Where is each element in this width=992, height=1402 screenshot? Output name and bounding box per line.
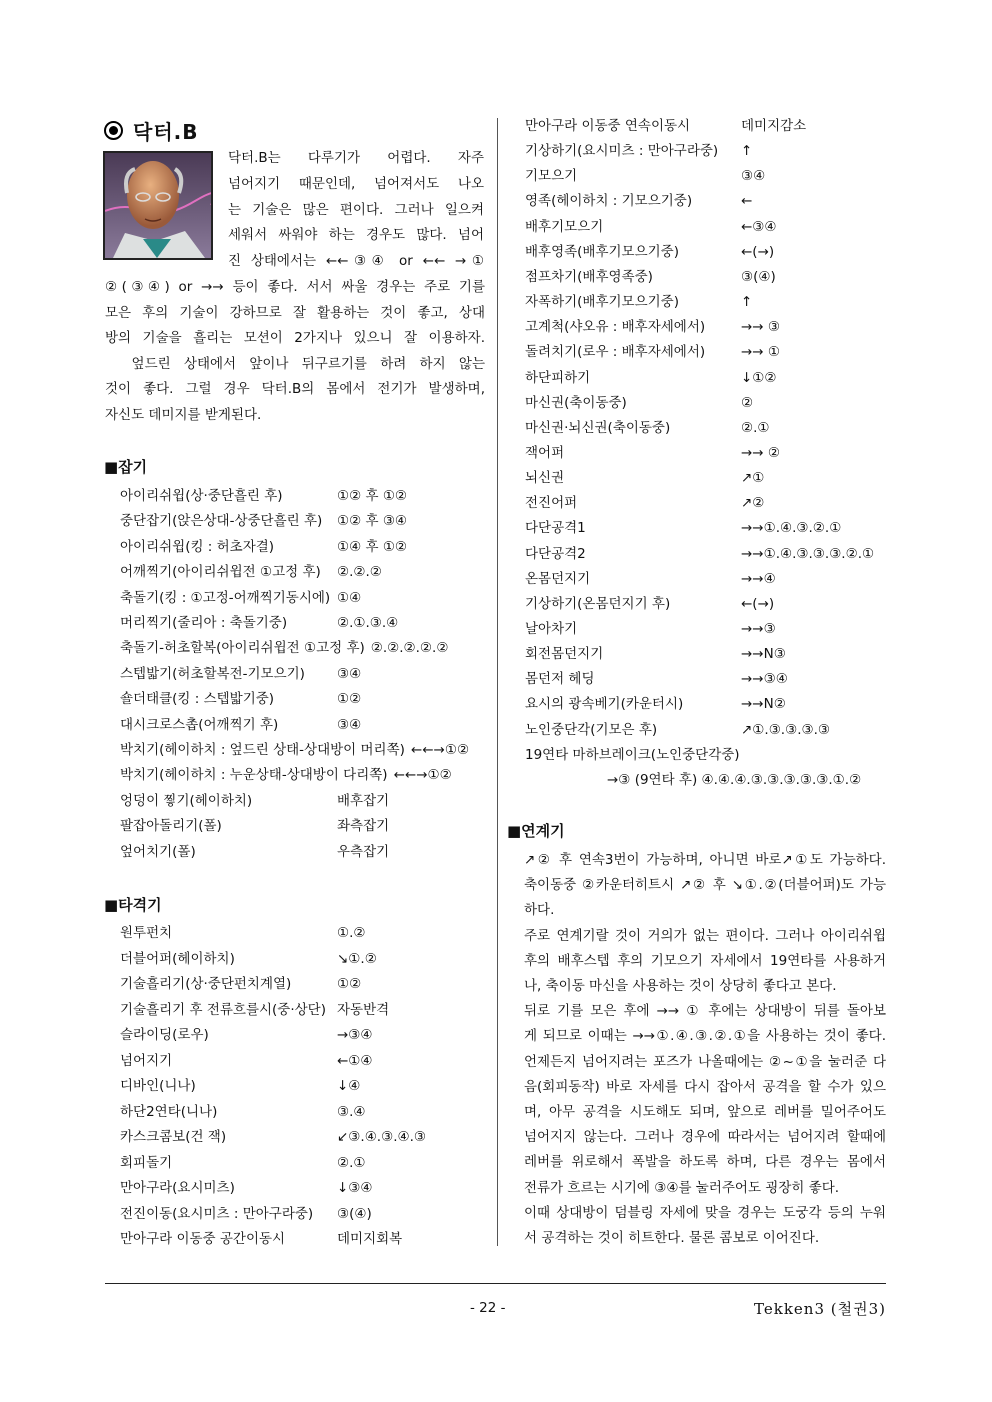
move-command: ←(→) — [741, 243, 775, 260]
move-command: ②.②.②.②.② — [370, 640, 449, 657]
move-command: →→①.④.③.②.① — [741, 520, 842, 537]
combo-line: 후의 배후스텝 후의 기모으기 자세에서 19연타를 사용하거 — [524, 952, 886, 969]
intro-line: 모은 후의 기술이 강하므로 잘 활용하는 것이 좋고, 상대 — [105, 304, 485, 321]
move-command: →→ ③ — [741, 319, 781, 336]
move-row — [525, 116, 806, 136]
move-name: 배후기모으기 — [525, 218, 604, 235]
move-name: 숄더태클(킹 : 스텝밟기중) — [120, 691, 275, 708]
move-name: 만아구라(요시미츠) — [120, 1180, 235, 1196]
move-name: 기술흘리기(상·중단펀치계열) — [120, 976, 292, 992]
move-command: ②.① — [741, 419, 770, 436]
move-command: ←③④ — [741, 218, 777, 235]
move-row — [525, 619, 776, 639]
book-title: Tekken3 (철권3) — [754, 1300, 886, 1318]
move-row — [525, 745, 746, 765]
move-command: →→N③ — [741, 646, 786, 663]
move-name: 고계척(샤오유 : 배후자세에서) — [525, 319, 706, 336]
move-row — [120, 1025, 373, 1045]
move-row — [120, 1102, 366, 1122]
move-row — [120, 1127, 426, 1147]
move-name: 디바인(니나) — [120, 1078, 196, 1094]
page-number: - 22 - — [470, 1300, 506, 1316]
move-command: ↗② — [741, 495, 765, 512]
move-name: 만아구라 이동중 공간이동시 — [120, 1231, 286, 1247]
move-row — [120, 1076, 360, 1096]
move-row — [120, 689, 361, 709]
move-name: 더블어퍼(헤이하치) — [120, 950, 235, 967]
combo-line: 서 공격하는 것이 히트한다. 물론 콤보로 이어진다. — [524, 1230, 820, 1246]
move-command: ←←→①② — [393, 767, 452, 784]
move-command: ↓④ — [337, 1078, 361, 1094]
move-command: ←(→) — [741, 595, 775, 612]
move-row — [525, 518, 841, 538]
move-row — [120, 638, 448, 658]
move-continuation: →③ (9연타 후) ④.④.④.③.③.③.③.③.①.② — [607, 772, 862, 788]
move-name: 아이리쉬윕(킹 : 허초자결) — [120, 538, 275, 555]
move-row — [120, 715, 361, 735]
move-command: →③④ — [337, 1027, 373, 1043]
move-command: ←←→①② — [410, 742, 470, 758]
move-name: 마신권·뇌신권(축이동중) — [525, 419, 671, 436]
move-row — [120, 486, 407, 506]
move-command: ↙③.④.③.④.③ — [337, 1129, 426, 1145]
move-name: 카스크콤보(건 잭) — [120, 1129, 227, 1145]
move-command: →→N② — [741, 696, 786, 713]
move-command: ③④ — [741, 168, 766, 185]
move-name: 점프차기(배후영족중) — [525, 268, 653, 285]
move-name: 날아차기 — [525, 621, 578, 637]
move-command: ↗① — [741, 470, 765, 487]
move-row — [525, 368, 777, 388]
move-name: 하단2연타(니나) — [120, 1103, 218, 1120]
move-name: 중단잡기(앉은상대-상중단흘린 후) — [120, 513, 323, 530]
move-row — [525, 191, 752, 211]
combo-line: 하다. — [524, 902, 555, 919]
move-command: ↑ — [741, 143, 753, 160]
footer-divider — [105, 1283, 886, 1284]
move-command: ③.④ — [337, 1103, 366, 1120]
move-name: 온몸던지기 — [525, 570, 591, 587]
move-row — [525, 217, 777, 237]
combo-line: 언제든지 넘어지려는 포즈가 나올때에는 ②~①을 눌러준 다 — [524, 1053, 886, 1070]
move-command: →→ ① — [741, 344, 781, 361]
character-portrait — [103, 151, 213, 260]
move-name: 몸던저 헤딩 — [525, 671, 595, 688]
move-name: 엉덩이 찧기(헤이하치) — [120, 792, 253, 809]
combo-line: 레버를 위로해서 폭발을 하도록 하며, 다른 경우는 몸에서 — [524, 1154, 886, 1171]
move-row — [525, 242, 774, 262]
move-row — [525, 166, 765, 186]
intro-line: ②(③④) or →→ 등이 좋다. 서서 싸울 경우는 주로 기를 — [105, 279, 485, 295]
intro-line: 닥터.B는 다루기가 어렵다. 자주 — [228, 150, 484, 166]
intro-line: 것이 좋다. 그럴 경우 닥터.B의 몸에서 전기가 발생하며, — [105, 381, 485, 397]
move-row — [120, 974, 361, 994]
move-name: 전진이동(요시미츠 : 만아구라중) — [120, 1205, 314, 1222]
move-name: 축돌기(킹 : ①고정-어깨찍기동시에) — [120, 589, 331, 606]
intro-line: 세워서 싸워야 하는 경우도 많다. 넘어 — [228, 227, 484, 244]
section-heading: ■잡기 — [104, 458, 148, 476]
move-command: ③(④) — [741, 268, 776, 285]
move-name: 아이리쉬윕(상·중단흘린 후) — [120, 488, 283, 504]
move-command: ①② 후 ①② — [337, 488, 408, 504]
move-name: 기모으기 — [525, 168, 578, 185]
move-name: 19연타 마하브레이크(노인중단각중) — [525, 746, 740, 763]
move-command: ①.② — [337, 925, 366, 941]
move-row — [120, 664, 361, 684]
move-row — [120, 949, 377, 969]
move-row — [525, 342, 780, 362]
move-command: →→①.④.③.③.③.②.① — [741, 545, 875, 562]
combo-line: 전류가 흐르는 시기에 ③④를 눌러주어도 굉장히 좋다. — [524, 1179, 840, 1196]
move-command: →→ ② — [741, 444, 781, 461]
combo-line: 뒤로 기를 모은 후에 →→ ① 후에는 상대방이 뒤를 돌아보 — [524, 1003, 886, 1020]
move-row — [120, 740, 469, 760]
move-command: ③④ — [337, 665, 362, 682]
move-name: 어깨찍기(아이리쉬윕전 ①고정 후) — [120, 564, 321, 581]
move-row — [525, 292, 752, 312]
move-name: 원투펀치 — [120, 925, 173, 941]
combo-line: 나, 축이동 마신을 사용하는 것이 상당히 좋다고 본다. — [524, 978, 837, 994]
character-title — [104, 116, 198, 145]
intro-line: 엎드린 상태에서 앞이나 뒤구르기를 하려 하지 않는 — [105, 355, 485, 372]
move-row — [525, 418, 770, 438]
move-name: 기술흘리기 후 전류흐를시(중·상단) — [120, 1001, 326, 1018]
move-command: ↘①.② — [337, 950, 377, 967]
move-row — [525, 720, 830, 740]
column-divider — [497, 118, 498, 1246]
move-name: 넘어지기 — [120, 1052, 173, 1069]
move-command: ②.②.② — [337, 564, 382, 581]
move-command: ①④ — [337, 589, 362, 606]
move-name: 회전몸던지기 — [525, 646, 604, 663]
intro-line: 진 상태에서는 ←←③④ or ←← →① — [228, 253, 484, 270]
move-row — [120, 1000, 389, 1020]
combo-line: 게 되므로 이때는 →→①.④.③.②.①을 사용하는 것이 좋다. — [524, 1028, 886, 1045]
move-name: 박치기(헤이하치 : 엎드린 상태-상대방이 머리쪽) — [120, 742, 405, 758]
move-name: 박치기(헤이하치 : 누운상태-상대방이 다리쪽) — [120, 767, 388, 784]
section-heading: ■타격기 — [104, 896, 162, 914]
bullet-circle-icon — [104, 121, 123, 140]
move-command: →→③④ — [741, 671, 788, 688]
move-command: ①④ 후 ①② — [337, 538, 408, 555]
combo-line: ↗② 후 연속3번이 가능하며, 아니면 바로↗①도 가능하다. — [524, 852, 886, 868]
combo-line: 이때 상대방이 덤블링 자세에 맞을 경우는 도궁각 등의 누워 — [524, 1204, 886, 1221]
move-command: ↓③④ — [337, 1180, 373, 1196]
move-command: →→③ — [741, 621, 776, 637]
move-row — [120, 1051, 373, 1071]
move-name: 배후영족(배후기모으기중) — [525, 243, 679, 260]
intro-line: 는 기술은 많은 편이다. 그러나 일으켜 — [228, 201, 484, 218]
move-row — [120, 588, 361, 608]
move-row — [120, 511, 407, 531]
move-name: 축돌기-허초할복(아이리쉬윕전 ①고정 후) — [120, 640, 365, 657]
move-name: 노인중단각(기모은 후) — [525, 721, 658, 738]
move-row — [120, 1153, 366, 1173]
move-row — [120, 562, 382, 582]
intro-line: 자신도 데미지를 받게된다. — [105, 406, 262, 423]
move-command: ①② — [337, 691, 362, 708]
move-row — [120, 842, 389, 862]
move-command: ③④ — [337, 716, 362, 733]
move-row — [525, 569, 776, 589]
move-command: ↑ — [741, 294, 753, 311]
combo-line: 주로 연계기랄 것이 거의가 없는 편이다. 그러나 아이리쉬윕 — [524, 927, 886, 944]
move-name: 다단공격1 — [525, 520, 586, 537]
move-name: 마신권(축이동중) — [525, 394, 627, 411]
move-command: ←①④ — [337, 1052, 373, 1069]
move-row — [120, 791, 389, 811]
move-name: 회피돌기 — [120, 1154, 173, 1171]
move-row — [120, 816, 389, 836]
move-row — [525, 393, 753, 413]
move-row — [525, 468, 764, 488]
move-name: 영족(헤이하치 : 기모으기중) — [525, 193, 693, 210]
move-name: 슬라이딩(로우) — [120, 1027, 209, 1043]
move-command: ②.① — [337, 1154, 366, 1171]
title-text: 닥터.B — [133, 120, 199, 144]
move-command: ③(④) — [337, 1205, 372, 1222]
move-row — [525, 493, 764, 513]
move-row — [120, 537, 407, 557]
move-name: 뇌신권 — [525, 470, 565, 487]
move-command: ①② — [337, 976, 362, 992]
move-command: ② — [741, 394, 754, 411]
move-row — [120, 613, 398, 633]
move-row — [120, 1178, 373, 1198]
move-command: ②.①.③.④ — [337, 615, 399, 631]
move-row — [120, 765, 452, 785]
move-command: 배후잡기 — [337, 792, 390, 809]
move-command: ①② 후 ③④ — [337, 513, 408, 530]
move-command: 데미지감소 — [741, 118, 807, 134]
combo-line: 며, 아무 공격을 시도해도 되며, 앞으로 레버를 밀어주어도 — [524, 1104, 886, 1120]
combo-line: 음(회피동작) 바로 자세를 다시 잡아서 공격을 할 수가 있으 — [524, 1078, 886, 1095]
move-name: 대시크로스촙(어깨찍기 후) — [120, 716, 279, 733]
move-name: 머리찍기(줄리아 : 축돌기중) — [120, 615, 288, 631]
move-name: 엎어치기(폴) — [120, 843, 196, 860]
section-heading: ■연계기 — [507, 822, 565, 840]
intro-line: 방의 기술을 흘리는 모션이 2가지나 있으니 잘 이용하자. — [105, 330, 485, 346]
move-row — [525, 594, 774, 614]
move-name: 기상하기(온몸던지기 후) — [525, 595, 671, 612]
move-name: 하단피하기 — [525, 369, 591, 386]
move-command: →→④ — [741, 570, 776, 587]
move-row — [120, 1204, 372, 1224]
move-row — [120, 923, 366, 943]
move-row — [525, 141, 752, 161]
move-name: 요시의 광속베기(카운터시) — [525, 696, 684, 713]
move-name: 돌려치기(로우 : 배후자세에서) — [525, 344, 706, 361]
move-command: ↗①.③.③.③.③ — [741, 721, 830, 738]
move-name: 전진어퍼 — [525, 495, 578, 512]
move-row — [120, 1229, 402, 1249]
move-command: ← — [741, 193, 753, 210]
move-command: 자동반격 — [337, 1001, 390, 1018]
move-command: 데미지회복 — [337, 1231, 403, 1247]
move-command: 좌측잡기 — [337, 818, 390, 835]
move-row — [525, 644, 786, 664]
move-row — [525, 267, 776, 287]
move-name: 자폭하기(배후기모으기중) — [525, 294, 679, 311]
move-name: 다단공격2 — [525, 545, 586, 562]
move-row — [525, 544, 874, 564]
move-row — [525, 669, 788, 689]
move-name: 잭어퍼 — [525, 444, 565, 461]
move-row — [525, 443, 780, 463]
move-name: 기상하기(요시미츠 : 만아구라중) — [525, 143, 719, 160]
move-name: 만아구라 이동중 연속이동시 — [525, 118, 691, 134]
move-name: 팔잡아돌리기(폴) — [120, 818, 222, 835]
move-command: 우측잡기 — [337, 843, 390, 860]
move-name: 스텝밟기(허초할복전-기모으기) — [120, 665, 305, 682]
intro-line: 넘어지기 때문인데, 넘어져서도 나오 — [228, 175, 484, 192]
combo-line: 축이동중 ②카운터히트시 ↗② 후 ↘①.②(더블어퍼)도 가능 — [524, 877, 886, 894]
move-row — [525, 317, 780, 337]
move-command: ↓①② — [741, 369, 777, 386]
move-row — [525, 694, 786, 714]
combo-line: 넘어지지 않는다. 그러나 경우에 따라서는 넘어지려 할때에 — [524, 1129, 886, 1146]
